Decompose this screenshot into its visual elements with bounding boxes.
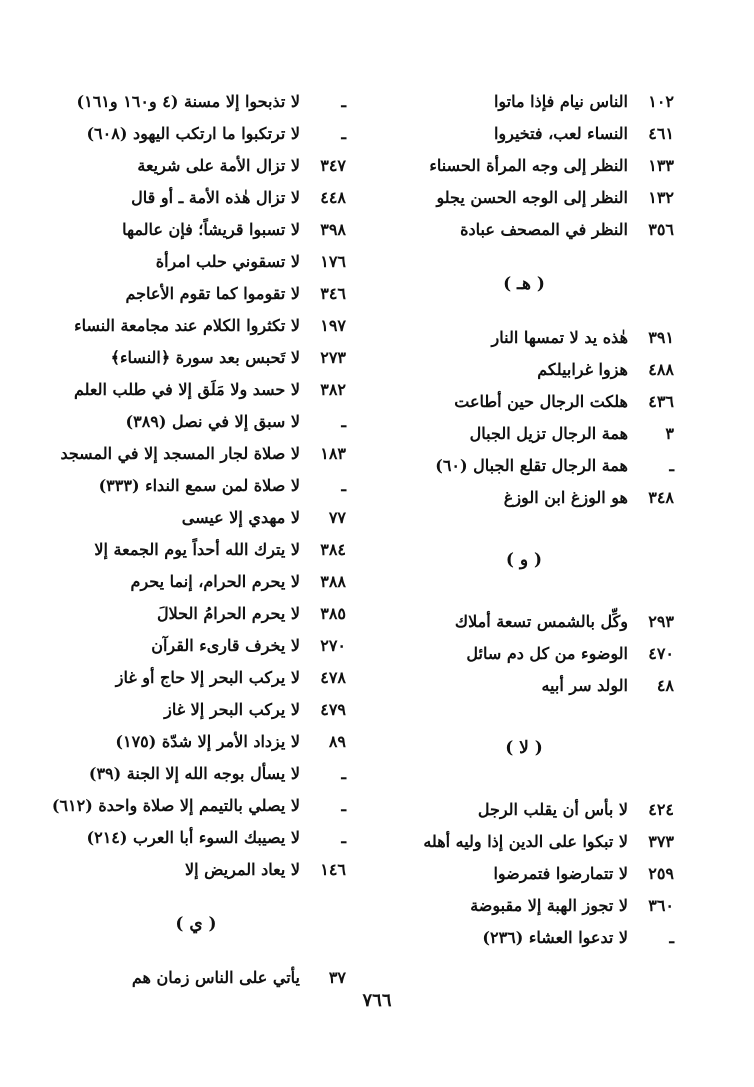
index-entry [374, 450, 674, 482]
entry-page-number: ـ [341, 796, 346, 815]
entry-page-number: ١٨٣ [320, 444, 346, 463]
entry-text: لا ترتكبوا ما ارتكب اليهود (٦٠٨) [86, 124, 300, 143]
entry-text: لا يترك الله أحداً يوم الجمعة إلا [94, 540, 300, 559]
index-entry [46, 374, 346, 406]
index-entry [374, 826, 674, 858]
entry-text: الوضوء من كل دم سائل [466, 644, 628, 663]
entry-text: لا يركب البحر إلا غاز [164, 700, 300, 719]
index-column-left [46, 86, 346, 994]
entry-page-number: ٣ [665, 424, 674, 443]
index-column-right [374, 86, 674, 954]
entry-text: لا تَحبس بعد سورة ﴿النساء﴾ [110, 348, 300, 367]
entry-page-number: ٨٩ [328, 732, 346, 751]
entry-text: لا تجوز الهبة إلا مقبوضة [470, 896, 628, 915]
entry-text: لا يزداد الأمر إلا شدّة (١٧٥) [115, 732, 300, 751]
entry-page-number: ٤٦١ [648, 124, 674, 143]
entry-text: الولد سر أبيه [541, 676, 628, 695]
entry-group-waw [374, 606, 674, 702]
index-entry [46, 598, 346, 630]
entry-page-number: ٧٧ [328, 508, 346, 527]
entry-text: همة الرجال تزيل الجبال [469, 424, 628, 443]
index-entry [46, 502, 346, 534]
index-entry [46, 566, 346, 598]
spacer [374, 702, 674, 732]
entry-text: النساء لعب، فتخيروا [493, 124, 628, 143]
index-entry [374, 922, 674, 954]
index-entry [374, 118, 674, 150]
index-entry [46, 310, 346, 342]
index-entry [46, 470, 346, 502]
entry-text: لا سبق إلا في نصل (٣٨٩) [125, 412, 300, 431]
entry-text: لا تدعوا العشاء (٢٣٦) [482, 928, 628, 947]
entry-page-number: ـ [341, 412, 346, 431]
index-entry [46, 118, 346, 150]
index-entry [374, 670, 674, 702]
entry-text: لا صلاة لمن سمع النداء (٣٣٣) [98, 476, 300, 495]
index-entry [46, 726, 346, 758]
entry-text: النظر إلى الوجه الحسن يجلو [436, 188, 628, 207]
entry-text: لا يسأل بوجه الله إلا الجنة (٣٩) [88, 764, 300, 783]
entry-page-number: ٢٧٠ [320, 636, 346, 655]
entry-page-number: ٣٦٠ [648, 896, 674, 915]
entry-text: لا بأس أن يقلب الرجل [477, 800, 628, 819]
entry-page-number: ٢٥٩ [648, 864, 674, 883]
entry-page-number: ـ [669, 928, 674, 947]
index-entry [374, 214, 674, 246]
entry-text: لا تزال هٰذه الأمة ـ أو قال [131, 188, 300, 207]
index-entry [46, 854, 346, 886]
index-entry [374, 638, 674, 670]
spacer [46, 940, 346, 962]
entry-text: لا يصيبك السوء أبا العرب (٢١٤) [86, 828, 300, 847]
entry-text: لا يحرم الحرامُ الحلالَ [157, 604, 300, 623]
entry-page-number: ١٣٣ [648, 156, 674, 175]
spacer [374, 246, 674, 268]
index-entry [46, 214, 346, 246]
entry-group-ha [374, 322, 674, 514]
section-heading-la: ( لا ) [505, 738, 543, 758]
index-entry [46, 150, 346, 182]
entry-text: لا تتمارضوا فتمرضوا [493, 864, 628, 883]
entry-text: همة الرجال تقلع الجبال (٦٠) [435, 456, 628, 475]
entry-page-number: ٣٨٤ [320, 540, 346, 559]
index-entry [46, 246, 346, 278]
index-entry [46, 630, 346, 662]
entry-page-number: ٤٣٦ [648, 392, 674, 411]
entry-page-number: ٣٥٦ [648, 220, 674, 239]
entry-page-number: ٣٨٨ [320, 572, 346, 591]
index-entry [46, 342, 346, 374]
entry-page-number: ٤٧٠ [648, 644, 674, 663]
spacer [46, 886, 346, 908]
entry-text: لا تكثروا الكلام عند مجامعة النساء [74, 316, 300, 335]
entry-page-number: ٣٨٢ [320, 380, 346, 399]
entry-text: لا تسقوني حلب امرأة [155, 252, 300, 271]
index-entry [374, 606, 674, 638]
entry-page-number: ٣٤٨ [648, 488, 674, 507]
entry-text: وكِّل بالشمس تسعة أملاك [454, 612, 628, 631]
index-entry [374, 150, 674, 182]
index-entry [374, 482, 674, 514]
index-entry [46, 278, 346, 310]
entry-text: لا تقوموا كما تقوم الأعاجم [125, 284, 300, 303]
entry-text: هٰذه يد لا تمسها النار [491, 328, 628, 347]
entry-text: لا حسد ولا مَلَق إلا في طلب العلم [73, 380, 300, 399]
index-entry [46, 790, 346, 822]
entry-page-number: ٤٨٨ [648, 360, 674, 379]
entry-text: النظر في المصحف عبادة [460, 220, 628, 239]
entry-page-number: ـ [341, 124, 346, 143]
index-entry [46, 822, 346, 854]
spacer [374, 764, 674, 794]
entry-page-number: ١٧٦ [320, 252, 346, 271]
index-entry [374, 354, 674, 386]
entry-group-nun [374, 86, 674, 246]
entry-text: الناس نيام فإذا ماتوا [493, 92, 628, 111]
index-entry [374, 386, 674, 418]
entry-page-number: ٣٩٨ [320, 220, 346, 239]
index-entry [374, 858, 674, 890]
entry-text: لا يصلي بالتيمم إلا صلاة واحدة (٦١٢) [51, 796, 300, 815]
entry-text: هزوا غرابيلكم [537, 360, 628, 379]
entry-text: هلكت الرجال حين أطاعت [454, 392, 628, 411]
entry-page-number: ٤٨ [656, 676, 674, 695]
section-heading-ya: ( ي ) [175, 914, 217, 934]
entry-page-number: ١٠٢ [648, 92, 674, 111]
entry-text: يأتي على الناس زمان هم [131, 968, 300, 987]
entry-page-number: ٣٩١ [648, 328, 674, 347]
index-entry [374, 890, 674, 922]
entry-text: لا تبكوا على الدين إذا وليه أهله [423, 832, 628, 851]
index-entry [46, 406, 346, 438]
index-entry [374, 794, 674, 826]
index-entry [374, 322, 674, 354]
entry-page-number: ـ [341, 476, 346, 495]
section-heading-ha: ( هـ ) [503, 274, 545, 294]
entry-text: لا صلاة لجار المسجد إلا في المسجد [60, 444, 300, 463]
index-entry [46, 182, 346, 214]
spacer [374, 576, 674, 606]
index-entry [46, 534, 346, 566]
entry-page-number: ٢٧٣ [320, 348, 346, 367]
entry-text: لا يعاد المريض إلا [184, 860, 300, 879]
section-heading-waw: ( و ) [505, 550, 543, 570]
entry-text: لا يركب البحر إلا حاج أو غاز [115, 668, 300, 687]
index-entry [46, 758, 346, 790]
entry-page-number: ٤٧٩ [320, 700, 346, 719]
spacer [374, 514, 674, 544]
entry-page-number: ٣٨٥ [320, 604, 346, 623]
entry-text: لا يحرم الحرام، إنما يحرم [130, 572, 300, 591]
entry-text: لا يخرف قارىء القرآن [151, 636, 300, 655]
entry-page-number: ١٩٧ [320, 316, 346, 335]
entry-page-number: ٣٧٣ [648, 832, 674, 851]
entry-page-number: ١٣٢ [648, 188, 674, 207]
page-number: ٧٦٦ [362, 990, 392, 1011]
entry-group-la-continued [46, 86, 346, 886]
index-entry [46, 662, 346, 694]
entry-page-number: ٤٧٨ [320, 668, 346, 687]
entry-text: لا تزال الأمة على شريعة [137, 156, 300, 175]
index-entry [46, 694, 346, 726]
spacer [374, 300, 674, 322]
index-entry [374, 418, 674, 450]
index-entry [374, 182, 674, 214]
entry-page-number: ـ [341, 764, 346, 783]
entry-page-number: ٣٤٦ [320, 284, 346, 303]
index-entry [46, 86, 346, 118]
entry-group-la [374, 794, 674, 954]
entry-page-number: ٣٤٧ [320, 156, 346, 175]
entry-text: لا تسبوا قريشاً؛ فإن عالمها [122, 220, 300, 239]
entry-text: هو الوزغ ابن الوزغ [503, 488, 628, 507]
entry-page-number: ـ [341, 828, 346, 847]
index-entry [46, 438, 346, 470]
index-entry [374, 86, 674, 118]
entry-text: لا تذبحوا إلا مسنة (٤ و١٦٠ و١٦١) [76, 92, 300, 111]
entry-page-number: ـ [341, 92, 346, 111]
entry-page-number: ٤٤٨ [320, 188, 346, 207]
entry-page-number: ٢٩٣ [648, 612, 674, 631]
entry-text: لا مهدي إلا عيسى [181, 508, 300, 527]
entry-page-number: ـ [669, 456, 674, 475]
entry-page-number: ٤٢٤ [648, 800, 674, 819]
entry-page-number: ١٤٦ [320, 860, 346, 879]
entry-page-number: ٣٧ [328, 968, 346, 987]
entry-text: النظر إلى وجه المرأة الحسناء [429, 156, 628, 175]
